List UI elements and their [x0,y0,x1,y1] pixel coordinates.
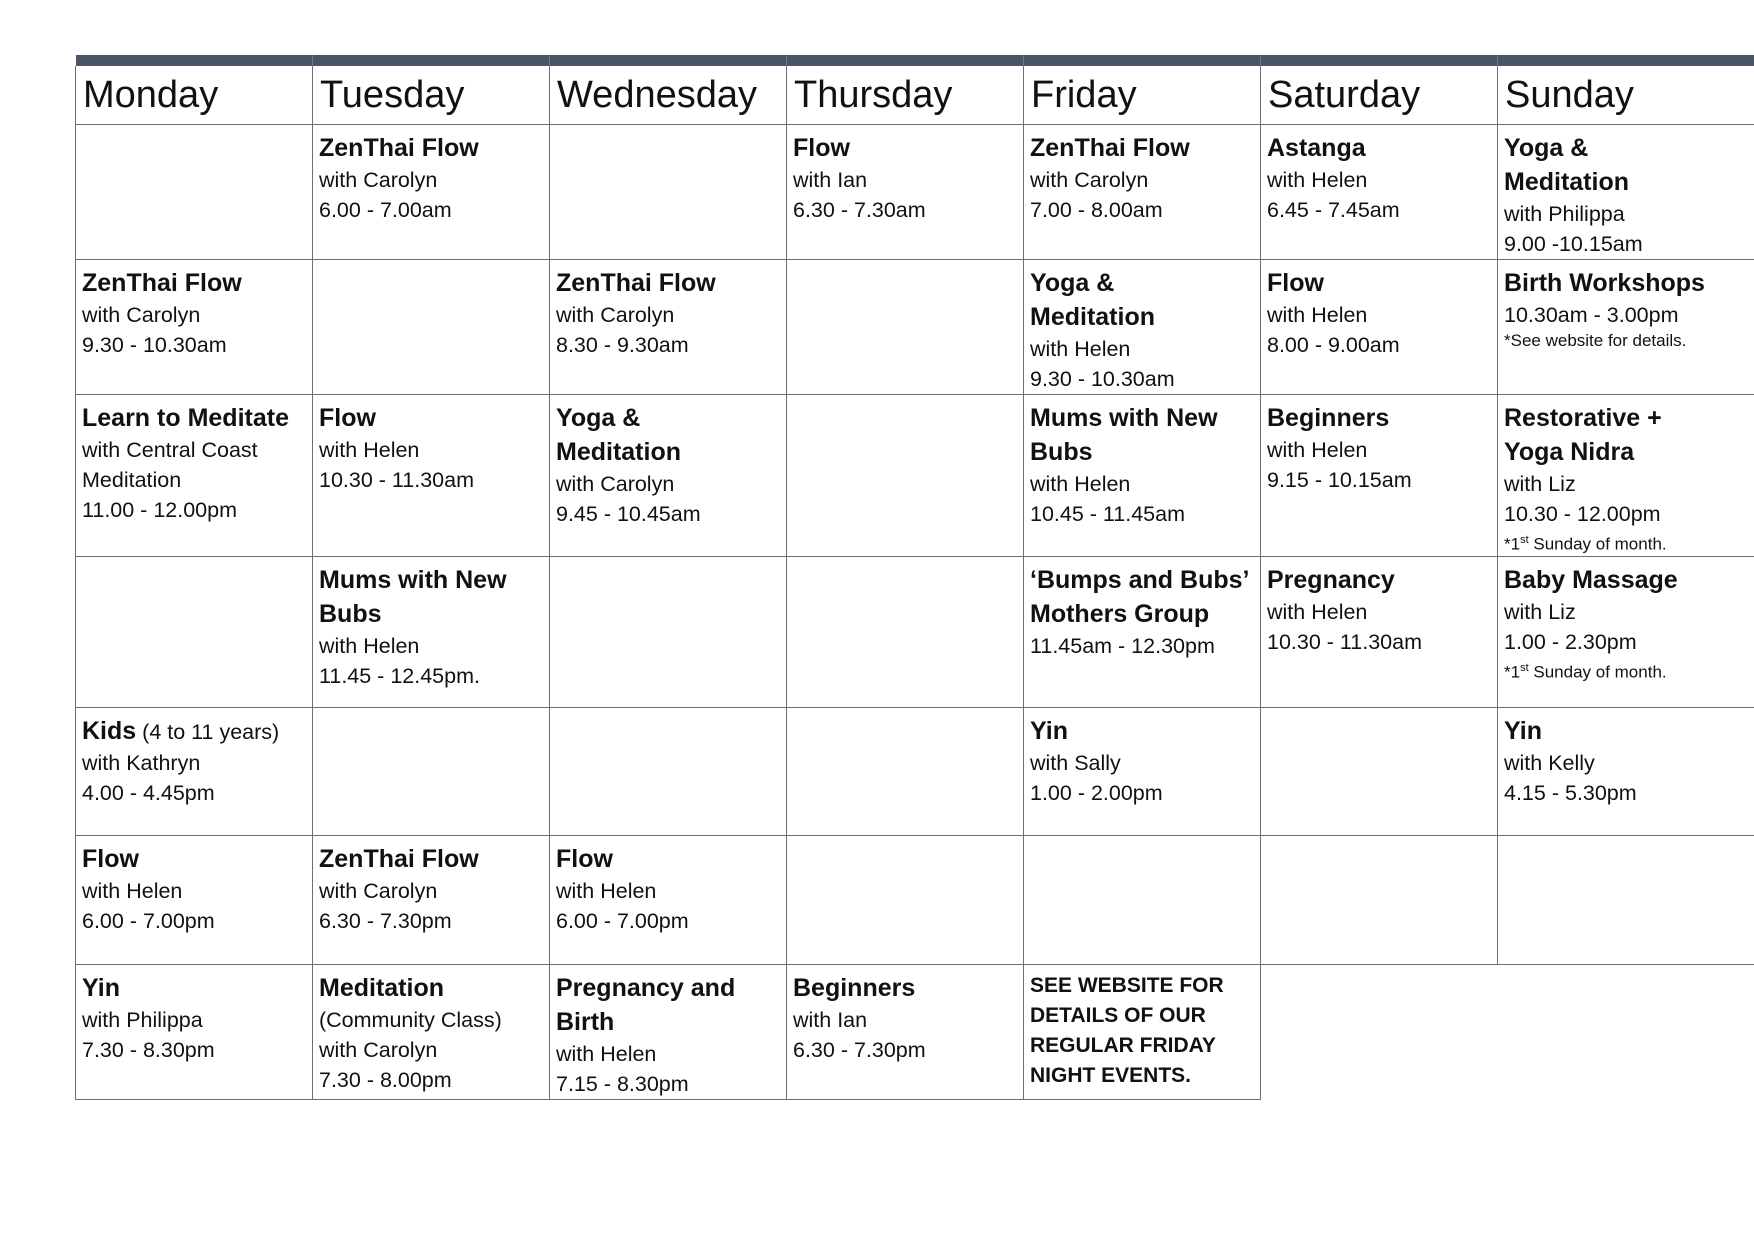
empty-cell [313,260,550,395]
class-teacher: with Helen [1267,438,1368,462]
class-time: 1.00 - 2.00pm [1030,780,1163,805]
class-time: 10.30am - 3.00pm [1504,303,1679,327]
day-header-row [76,66,1754,125]
class-time: 9.00 -10.15am [1504,232,1643,256]
class-time: 7.30 - 8.00pm [319,1067,452,1092]
class-teacher: with Helen [1030,337,1131,361]
class-name-line-2: Birth [556,1007,615,1036]
class-note: *See website for details. [1504,331,1687,350]
class-time: 6.30 - 7.30pm [319,908,452,933]
class-time: 11.45 - 12.45pm. [319,663,480,688]
class-name: Pregnancy [1267,565,1395,594]
class-cell [1498,707,1754,835]
class-cell [787,964,1024,1099]
class-name-line-2: Bubs [1030,438,1093,466]
note-ordinal: st [1520,534,1529,546]
class-teacher: with Carolyn [319,168,438,192]
class-time: 6.00 - 7.00am [319,198,452,222]
class-cell [1261,556,1498,707]
class-name: Baby Massage [1504,565,1678,594]
class-teacher: with Liz [1504,472,1576,496]
class-age-range: (4 to 11 years) [136,719,280,744]
class-name: Flow [319,404,376,432]
class-name: ZenThai Flow [1030,134,1190,162]
class-cell [1024,125,1261,260]
class-name-line-1: ‘Bumps and Bubs’ [1030,565,1250,594]
friday-events-notice [1024,964,1261,1099]
class-name-line-2: Meditation [556,438,681,466]
class-cell [313,835,550,964]
class-teacher: with Kathryn [82,750,201,775]
class-cell [76,835,313,964]
note-ordinal: st [1520,661,1529,674]
class-cell [313,964,550,1099]
class-name: Birth Workshops [1504,269,1705,297]
class-time: 10.30 - 12.00pm [1504,502,1661,526]
empty-cell [787,835,1024,964]
class-name: Yin [1030,716,1068,745]
note-suffix: Sunday of month. [1528,662,1667,682]
class-cell [76,707,313,835]
day-header-tuesday: Tuesday [313,66,550,125]
class-cell [1024,395,1261,557]
class-name: ZenThai Flow [82,269,242,297]
class-name-line-1: Yoga & [1504,134,1589,162]
class-cell [313,395,550,557]
day-header-thursday: Thursday [787,66,1024,125]
notice-line-2: DETAILS OF OUR [1030,1003,1206,1027]
table-row [76,125,1754,260]
class-time: 9.45 - 10.45am [556,502,701,526]
empty-cell [1024,835,1261,964]
class-name: Beginners [1267,404,1390,432]
day-header-saturday: Saturday [1261,66,1498,125]
class-teacher-line-2: Meditation [82,468,182,492]
class-teacher: with Sally [1030,750,1121,775]
class-time: 9.30 - 10.30am [82,333,227,357]
note-prefix: *1 [1504,662,1521,682]
class-teacher: with Helen [319,438,420,462]
class-name: Meditation [319,973,444,1002]
class-teacher: with Helen [82,878,183,903]
class-time: 7.30 - 8.30pm [82,1037,215,1062]
class-teacher: with Kelly [1504,750,1595,775]
class-name: ZenThai Flow [319,844,479,873]
class-time: 10.45 - 11.45am [1030,502,1185,526]
empty-cell [787,395,1024,557]
class-cell [1498,125,1754,260]
class-cell [76,964,313,1099]
class-teacher: with Liz [1504,599,1576,624]
class-time: 9.30 - 10.30am [1030,367,1175,391]
class-time: 4.00 - 4.45pm [82,780,215,805]
empty-cell [76,556,313,707]
class-name: Yin [82,973,120,1002]
class-teacher: with Helen [1267,303,1368,327]
class-teacher-line-1: with Central Coast [82,438,258,462]
class-teacher: with Helen [319,633,420,658]
class-name-line-1: Yoga & [556,404,641,432]
class-cell [1261,395,1498,557]
class-teacher: with Ian [793,1007,868,1032]
class-cell [1498,260,1754,395]
class-name-line-1: Mums with New [319,565,507,594]
class-name: Flow [82,844,139,873]
class-teacher: with Helen [1267,599,1368,624]
class-teacher: with Philippa [82,1007,203,1032]
class-name-line-1: Mums with New [1030,404,1218,432]
class-time: 4.15 - 5.30pm [1504,780,1637,805]
header-bar [76,55,1754,66]
empty-cell [1498,835,1754,964]
class-cell [313,556,550,707]
class-teacher: with Helen [556,878,657,903]
class-time: 1.00 - 2.30pm [1504,629,1637,654]
class-teacher: with Carolyn [1030,168,1149,192]
table-row [76,707,1754,835]
class-cell [550,260,787,395]
class-name: Beginners [793,973,916,1002]
class-cell [76,395,313,557]
class-name: Yin [1504,716,1542,745]
class-cell [787,125,1024,260]
class-time: 6.45 - 7.45am [1267,198,1400,222]
class-time: 11.45am - 12.30pm [1030,633,1215,658]
table-row [76,964,1754,1099]
class-time: 9.15 - 10.15am [1267,468,1412,492]
notice-line-4: NIGHT EVENTS. [1030,1063,1192,1087]
class-note [1504,529,1753,556]
class-name-line-1: Yoga & [1030,269,1115,297]
table-row [76,395,1754,557]
class-note [1504,657,1753,684]
class-time: 6.30 - 7.30pm [793,1037,926,1062]
notice-line-3: REGULAR FRIDAY [1030,1033,1216,1057]
empty-cell [550,556,787,707]
class-time: 10.30 - 11.30am [1267,629,1422,654]
class-time: 6.00 - 7.00pm [82,908,215,933]
class-time: 10.30 - 11.30am [319,468,474,492]
empty-cell [550,707,787,835]
class-cell [1261,125,1498,260]
blank-cell [1261,964,1498,1099]
class-cell [1024,556,1261,707]
class-time: 8.00 - 9.00am [1267,333,1400,357]
table-row [76,260,1754,395]
notice-line-1: SEE WEBSITE FOR [1030,973,1224,997]
class-name: ZenThai Flow [556,269,716,297]
class-cell [1498,395,1754,557]
class-subtitle: (Community Class) [319,1007,502,1032]
class-cell [1024,707,1261,835]
blank-cell [1498,964,1754,1099]
class-teacher: with Helen [556,1041,657,1066]
class-teacher: with Carolyn [82,303,201,327]
class-name-line-2: Meditation [1504,168,1629,196]
day-header-sunday: Sunday [1498,66,1754,125]
empty-cell [787,707,1024,835]
class-time: 7.00 - 8.00am [1030,198,1163,222]
class-name: Flow [556,844,613,873]
note-suffix: Sunday of month. [1528,534,1667,554]
class-name: ZenThai Flow [319,134,479,162]
table-row [76,835,1754,964]
class-teacher: with Carolyn [319,1037,438,1062]
class-name-line-2: Mothers Group [1030,599,1210,628]
class-cell [313,125,550,260]
class-name: Kids [82,716,137,745]
class-time: 11.00 - 12.00pm [82,498,237,522]
day-header-monday: Monday [76,66,313,125]
empty-cell [1261,835,1498,964]
class-teacher: with Carolyn [556,303,675,327]
class-name-line-1: Pregnancy and [556,973,736,1002]
empty-cell [550,125,787,260]
class-name: Astanga [1267,134,1366,162]
class-name: Flow [1267,269,1324,297]
class-teacher: with Helen [1030,472,1131,496]
class-teacher: with Carolyn [319,878,438,903]
class-cell [76,260,313,395]
weekly-timetable [75,55,1754,1100]
class-name-line-1: Restorative + [1504,404,1662,432]
class-teacher: with Helen [1267,168,1368,192]
class-teacher: with Carolyn [556,472,675,496]
class-name: Flow [793,134,850,162]
class-cell [550,395,787,557]
empty-cell [313,707,550,835]
class-name: Learn to Meditate [82,404,289,432]
note-prefix: *1 [1504,534,1521,554]
class-time: 7.15 - 8.30pm [556,1071,689,1096]
class-cell [1498,556,1754,707]
table-row [76,556,1754,707]
class-time: 8.30 - 9.30am [556,333,689,357]
class-cell [1024,260,1261,395]
class-time: 6.00 - 7.00pm [556,908,689,933]
empty-cell [1261,707,1498,835]
day-header-wednesday: Wednesday [550,66,787,125]
class-name-line [82,714,308,748]
empty-cell [787,556,1024,707]
class-cell [1261,260,1498,395]
class-teacher: with Ian [793,168,868,192]
class-name-line-2: Yoga Nidra [1504,438,1635,466]
class-time: 6.30 - 7.30am [793,198,926,222]
empty-cell [76,125,313,260]
day-header-friday: Friday [1024,66,1261,125]
class-teacher: with Philippa [1504,202,1625,226]
class-cell [550,835,787,964]
class-name-line-2: Meditation [1030,303,1155,331]
class-name-line-2: Bubs [319,599,382,628]
empty-cell [787,260,1024,395]
class-cell [550,964,787,1099]
